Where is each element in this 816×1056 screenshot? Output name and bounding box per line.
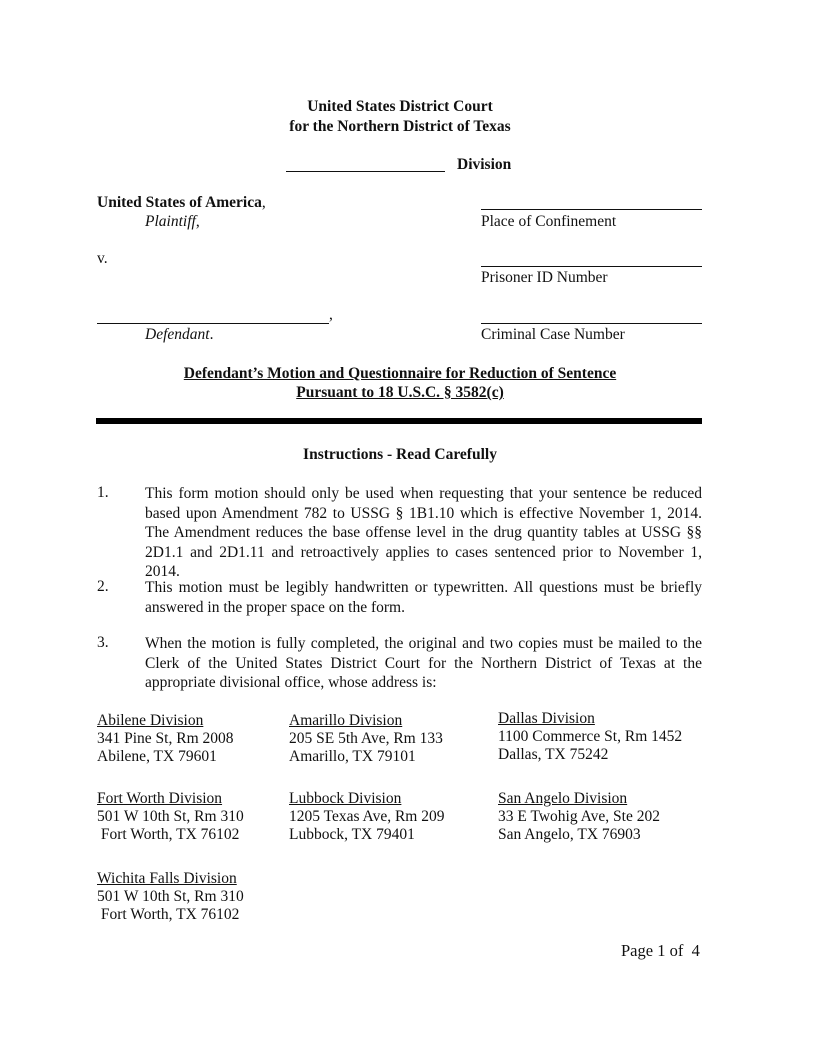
place-of-confinement-blank[interactable] bbox=[481, 192, 702, 210]
division-address bbox=[498, 790, 660, 844]
section-divider bbox=[96, 418, 702, 424]
plaintiff-role-line bbox=[145, 213, 200, 231]
instruction-number: 1. bbox=[97, 484, 109, 501]
instructions-heading: Instructions - Read Carefully bbox=[303, 446, 497, 463]
defendant-role-line bbox=[145, 326, 213, 344]
defendant-role: Defendant bbox=[145, 326, 210, 343]
defendant-comma: , bbox=[329, 306, 333, 323]
division-city: San Angelo, TX 76903 bbox=[498, 826, 641, 843]
division-address bbox=[97, 712, 234, 766]
division-address bbox=[97, 790, 244, 844]
division-city: Abilene, TX 79601 bbox=[97, 748, 217, 765]
instruction-text: When the motion is fully completed, the original and two copies must be mailed to the Clerk of the United States District Court for the Northern District of Texas at the appropriate divisional office, whose address is: bbox=[145, 635, 702, 691]
defendant-name-blank[interactable] bbox=[97, 306, 329, 324]
plaintiff-comma: , bbox=[261, 194, 266, 211]
division-blank[interactable] bbox=[286, 154, 445, 172]
plaintiff-name: United States of America bbox=[97, 194, 262, 211]
division-city: Fort Worth, TX 76102 bbox=[97, 826, 240, 843]
plaintiff-role-comma: , bbox=[195, 213, 200, 230]
division-street: 501 W 10th St, Rm 310 bbox=[97, 808, 244, 825]
division-name: San Angelo Division bbox=[498, 790, 628, 807]
plaintiff-role: Plaintiff bbox=[145, 213, 196, 230]
criminal-case-blank[interactable] bbox=[481, 306, 702, 324]
versus: v. bbox=[97, 250, 108, 267]
defendant-role-period: . bbox=[209, 326, 214, 343]
division-name: Fort Worth Division bbox=[97, 790, 223, 807]
division-name: Dallas Division bbox=[498, 710, 595, 727]
place-of-confinement-label: Place of Confinement bbox=[481, 213, 617, 230]
instruction-text: This motion must be legibly handwritten or typewritten. All questions must be briefly answered in the proper space on the form. bbox=[145, 579, 702, 616]
division-address bbox=[498, 710, 682, 764]
court-name: United States District Court bbox=[307, 98, 493, 115]
criminal-case-label: Criminal Case Number bbox=[481, 326, 625, 343]
division-street: 501 W 10th St, Rm 310 bbox=[97, 888, 244, 905]
division-address bbox=[289, 790, 444, 844]
division-street: 1100 Commerce St, Rm 1452 bbox=[498, 728, 683, 745]
division-address bbox=[97, 870, 244, 924]
division-street: 1205 Texas Ave, Rm 209 bbox=[289, 808, 445, 825]
division-name: Lubbock Division bbox=[289, 790, 402, 807]
motion-title-line2: Pursuant to 18 U.S.C. § 3582(c) bbox=[296, 384, 504, 401]
division-city: Amarillo, TX 79101 bbox=[289, 748, 416, 765]
page-number: Page 1 of 4 bbox=[621, 941, 700, 960]
prisoner-id-blank[interactable] bbox=[481, 249, 702, 267]
division-name: Abilene Division bbox=[97, 712, 204, 729]
division-name: Wichita Falls Division bbox=[97, 870, 237, 887]
division-street: 33 E Twohig Ave, Ste 202 bbox=[498, 808, 660, 825]
plaintiff-line bbox=[97, 194, 266, 212]
division-name: Amarillo Division bbox=[289, 712, 403, 729]
motion-title-line1: Defendant’s Motion and Questionnaire for Reduction of Sentence bbox=[183, 365, 617, 382]
court-district: for the Northern District of Texas bbox=[289, 118, 511, 135]
instruction-number: 2. bbox=[97, 578, 109, 595]
division-city: Dallas, TX 75242 bbox=[498, 746, 609, 763]
instruction-number: 3. bbox=[97, 634, 109, 651]
instruction-text: This form motion should only be used when requesting that your sentence be reduced based upon Amendment 782 to USSG § 1B1.10 which is effective November 1, 2014. The Amendment reduces the base offense level in the drug quantity tables at USSG §§ 2D1.1 and 2D1.11 and retroactively applies to cases sentenced prior to November 1, 2014. bbox=[145, 485, 702, 580]
division-street: 205 SE 5th Ave, Rm 133 bbox=[289, 730, 443, 747]
division-address bbox=[289, 712, 443, 766]
division-label: Division bbox=[457, 156, 512, 173]
division-city: Lubbock, TX 79401 bbox=[289, 826, 415, 843]
division-street: 341 Pine St, Rm 2008 bbox=[97, 730, 234, 747]
division-city: Fort Worth, TX 76102 bbox=[97, 906, 240, 923]
prisoner-id-label: Prisoner ID Number bbox=[481, 269, 608, 286]
